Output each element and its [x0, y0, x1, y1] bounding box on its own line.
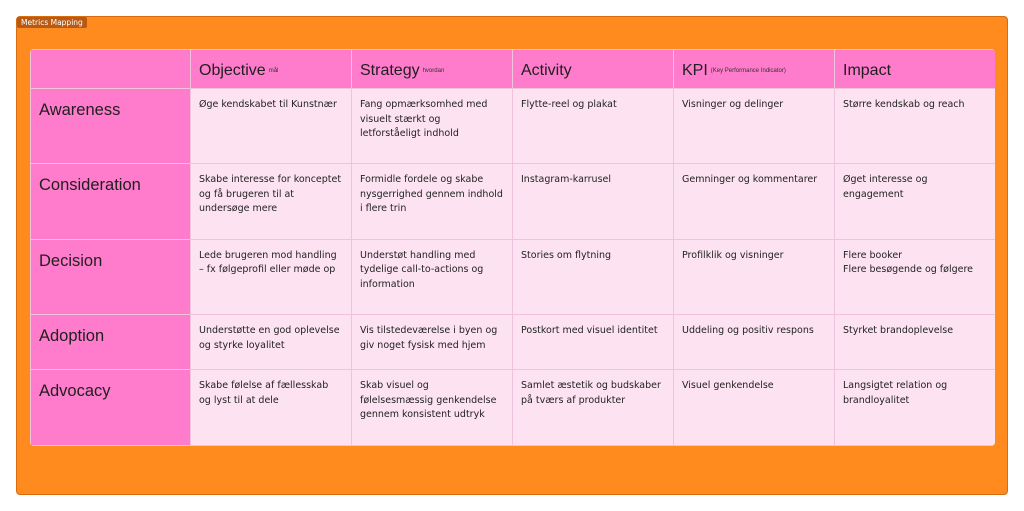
table-cell[interactable]: Samlet æstetik og budskaber på tværs af produkter — [513, 370, 674, 446]
table-cell[interactable]: Øget interesse og engagement — [835, 164, 996, 239]
column-header-objective[interactable] — [191, 50, 352, 89]
table-cell[interactable]: Flytte-reel og plakat — [513, 89, 674, 164]
table-cell[interactable]: Understøtte en god oplevelse og styrke loyalitet — [191, 315, 352, 370]
row-label-adoption[interactable]: Adoption — [31, 315, 191, 370]
table-row-adoption — [31, 315, 996, 370]
column-header-activity[interactable] — [513, 50, 674, 89]
table-cell[interactable]: Uddeling og positiv respons — [674, 315, 835, 370]
table-row-consideration — [31, 164, 996, 239]
table-cell[interactable]: Postkort med visuel identitet — [513, 315, 674, 370]
row-label-consideration[interactable]: Consideration — [31, 164, 191, 239]
column-title: Strategy — [360, 62, 420, 79]
row-label-advocacy[interactable]: Advocacy — [31, 370, 191, 446]
frame-label[interactable]: Metrics Mapping — [17, 17, 87, 28]
column-subtitle: (Key Performance Indicator) — [710, 67, 786, 74]
table-cell[interactable]: Stories om flytning — [513, 239, 674, 314]
column-subtitle: mål — [268, 67, 279, 74]
metrics-table — [30, 49, 995, 446]
table-cell[interactable]: Vis tilstedeværelse i byen og giv noget fysisk med hjem — [352, 315, 513, 370]
column-title: Impact — [843, 62, 892, 79]
table-row-decision — [31, 239, 996, 314]
table-cell[interactable]: Instagram-karrusel — [513, 164, 674, 239]
column-header-strategy[interactable] — [352, 50, 513, 89]
table-cell-multiline[interactable]: Flere booker Flere besøgende og følgere — [835, 239, 996, 314]
corner-cell — [31, 50, 191, 89]
metrics-table-board — [30, 49, 995, 446]
table-cell[interactable]: Fang opmærksomhed med visuelt stærkt og letforståeligt indhold — [352, 89, 513, 164]
table-cell[interactable]: Skabe følelse af fællesskab og lyst til at dele — [191, 370, 352, 446]
row-label-awareness[interactable]: Awareness — [31, 89, 191, 164]
table-row-advocacy — [31, 370, 996, 446]
table-cell[interactable]: Skabe interesse for konceptet og få brugeren til at undersøge mere — [191, 164, 352, 239]
table-cell[interactable]: Styrket brandoplevelse — [835, 315, 996, 370]
column-header-kpi[interactable] — [674, 50, 835, 89]
table-cell[interactable]: Visuel genkendelse — [674, 370, 835, 446]
column-subtitle: hvordan — [422, 67, 445, 74]
table-cell[interactable]: Formidle fordele og skabe nysgerrighed gennem indhold i flere trin — [352, 164, 513, 239]
table-cell[interactable]: Lede brugeren mod handling – fx følgeprofil eller møde op — [191, 239, 352, 314]
column-title: Activity — [521, 62, 572, 79]
table-cell[interactable]: Visninger og delinger — [674, 89, 835, 164]
column-title: KPI — [682, 62, 708, 79]
table-cell[interactable]: Øge kendskabet til Kunstnær — [191, 89, 352, 164]
table-cell[interactable]: Understøt handling med tydelige call-to-actions og information — [352, 239, 513, 314]
table-cell[interactable]: Langsigtet relation og brandloyalitet — [835, 370, 996, 446]
table-cell[interactable]: Skab visuel og følelsesmæssig genkendelse gennem konsistent udtryk — [352, 370, 513, 446]
header-row — [31, 50, 996, 89]
table-cell[interactable]: Gemninger og kommentarer — [674, 164, 835, 239]
table-row-awareness — [31, 89, 996, 164]
table-cell[interactable]: Større kendskab og reach — [835, 89, 996, 164]
column-header-impact[interactable] — [835, 50, 996, 89]
table-cell[interactable]: Profilklik og visninger — [674, 239, 835, 314]
row-label-decision[interactable]: Decision — [31, 239, 191, 314]
column-title: Objective — [199, 62, 266, 79]
